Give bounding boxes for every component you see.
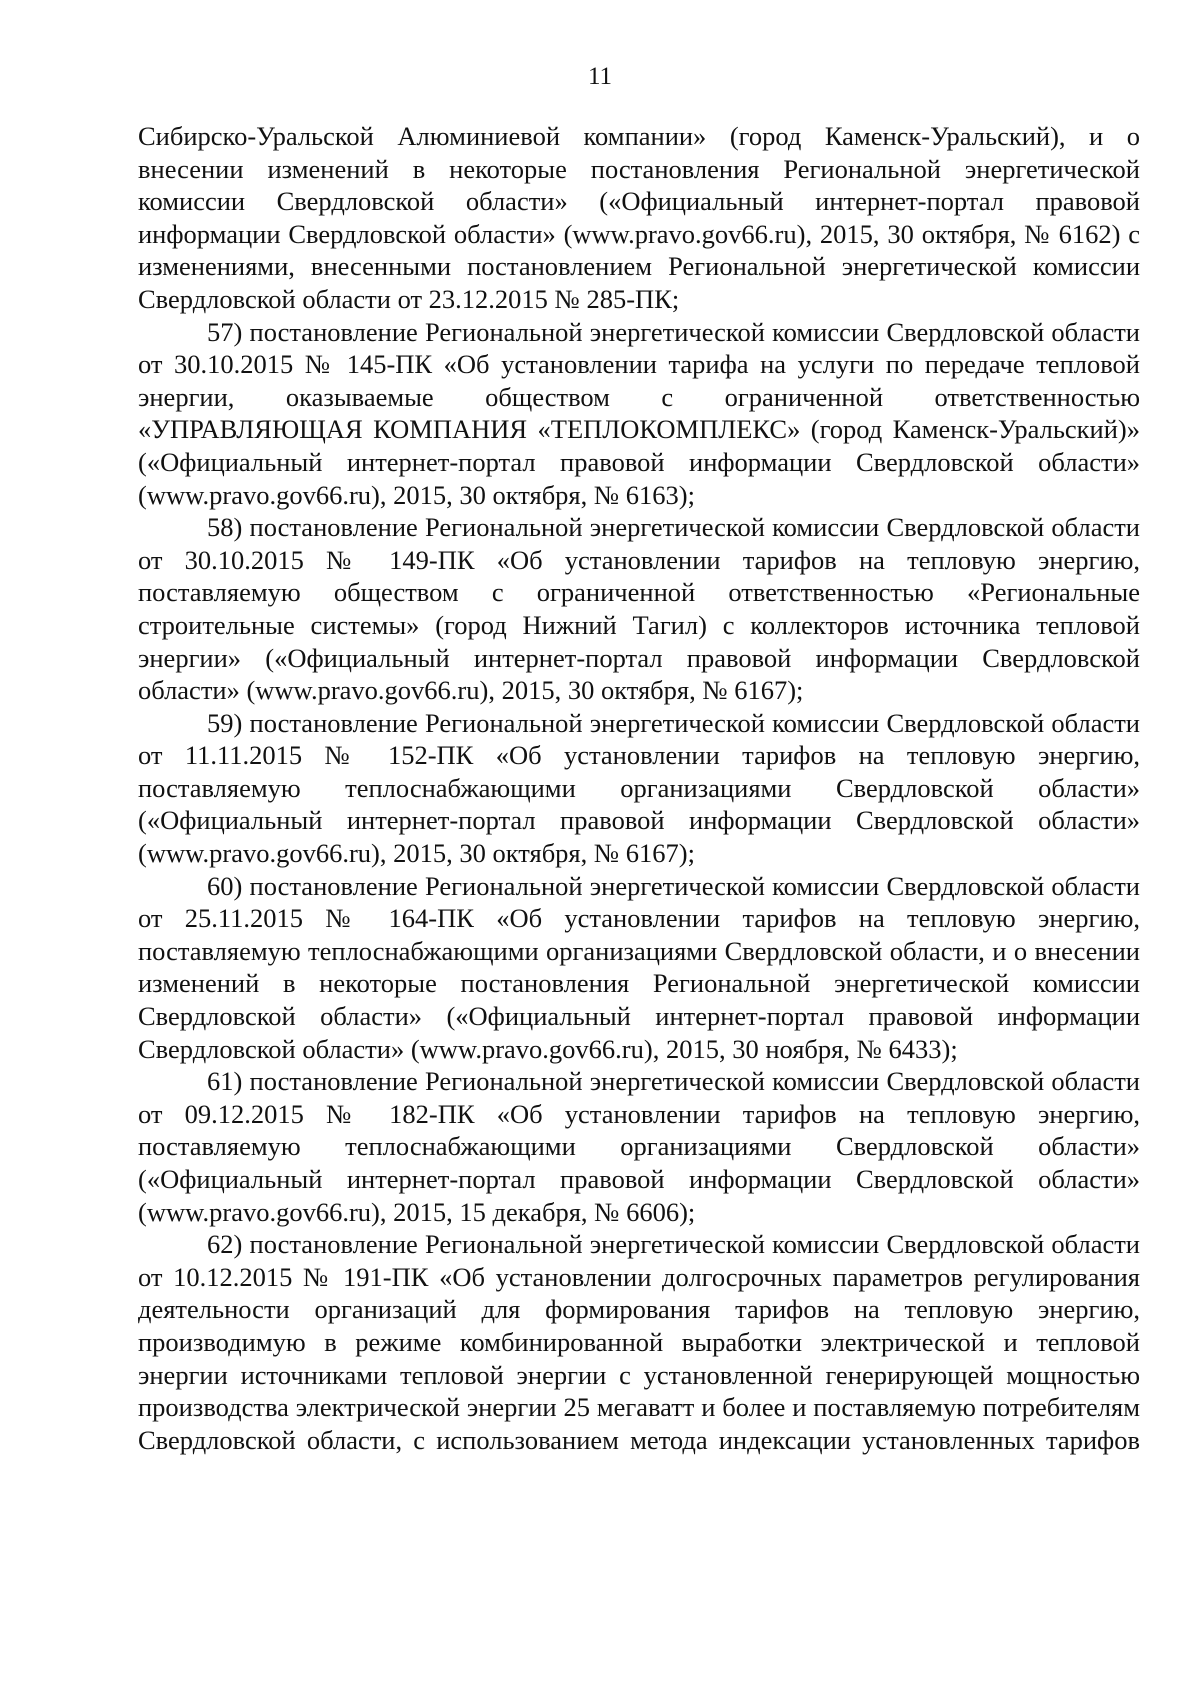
document-body (138, 120, 1140, 1456)
list-item-59: 59) постановление Региональной энергетической комиссии Свердловской области от 11.11.2015 № 152-ПК «Об установлении тарифов на тепловую энергию, поставляемую теплоснабжающими организациями Свердловской области» («Официальный интернет-портал правовой информации Свердловской области» (www.pravo.gov66.ru), 2015, 30 октября, № 6167); (138, 707, 1140, 869)
list-item-62: 62) постановление Региональной энергетической комиссии Свердловской области от 10.12.2015 № 191-ПК «Об установлении долгосрочных параметров регулирования деятельности организаций для формирования тарифов на тепловую энергию, производимую в режиме комбинированной выработки электрической и тепловой энергии источниками тепловой энергии с установленной генерирующей мощностью производства электрической энергии 25 мегаватт и более и поставляемую потребителям Свердловской области, с использованием метода индексации установленных тарифов (138, 1229, 1140, 1455)
page-number: 11 (587, 63, 613, 90)
list-item-57: 57) постановление Региональной энергетической комиссии Свердловской области от 30.10.2015 № 145-ПК «Об установлении тарифа на услуги по передаче тепловой энергии, оказываемые обществом с ограниченной ответственностью «УПРАВЛЯЮЩАЯ КОМПАНИЯ «ТЕПЛОКОМПЛЕКС» (город Каменск-Уральский)» («Официальный интернет-портал правовой информации Свердловской области» (www.pravo.gov66.ru), 2015, 30 октября, № 6163); (138, 316, 1140, 510)
paragraph-continuation: Сибирско-Уральской Алюминиевой компании» (город Каменск-Уральский), и о внесении изменений в некоторые постановления Региональной энергетической комиссии Свердловской области» («Официальный интернет-портал правовой информации Свердловской области» (www.pravo.gov66.ru), 2015, 30 октября, № 6162) с изменениями, внесенными постановлением Региональной энергетической комиссии Свердловской области от 23.12.2015 № 285-ПК; (138, 121, 1140, 314)
list-item-61: 61) постановление Региональной энергетической комиссии Свердловской области от 09.12.2015 № 182-ПК «Об установлении тарифов на тепловую энергию, поставляемую теплоснабжающими организациями Свердловской области» («Официальный интернет-портал правовой информации Свердловской области» (www.pravo.gov66.ru), 2015, 15 декабря, № 6606); (138, 1066, 1140, 1227)
list-item-60: 60) постановление Региональной энергетической комиссии Свердловской области от 25.11.2015 № 164-ПК «Об установлении тарифов на тепловую энергию, поставляемую теплоснабжающими организациями Свердловской области, и о внесении изменений в некоторые постановления Региональной энергетической комиссии Свердловской области» («Официальный интернет-портал правовой информации Свердловской области» (www.pravo.gov66.ru), 2015, 30 ноября, № 6433); (138, 870, 1140, 1064)
list-item-58: 58) постановление Региональной энергетической комиссии Свердловской области от 30.10.2015 № 149-ПК «Об установлении тарифов на тепловую энергию, поставляемую обществом с ограниченной ответственностью «Региональные строительные системы» (город Нижний Тагил) с коллекторов источника тепловой энергии» («Официальный интернет-портал правовой информации Свердловской области» (www.pravo.gov66.ru), 2015, 30 октября, № 6167); (138, 512, 1140, 706)
